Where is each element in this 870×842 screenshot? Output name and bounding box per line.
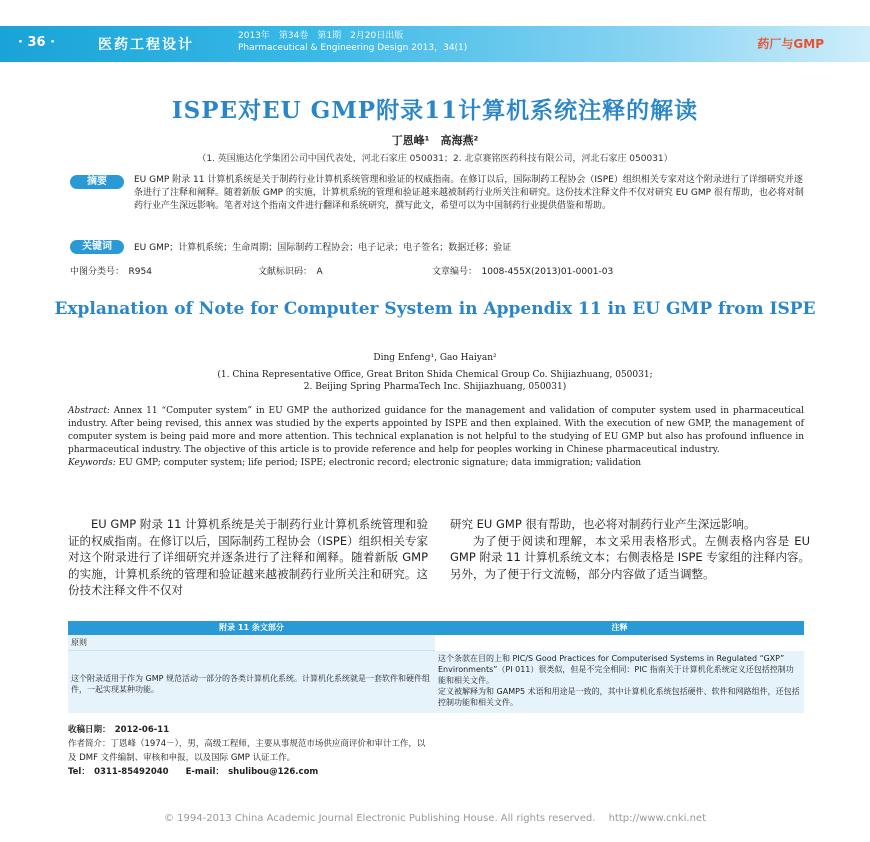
article-title-en: Explanation of Note for Computer System in Appendix 11 in EU GMP from ISPE: [54, 299, 816, 319]
abstract-en-block: [68, 405, 804, 470]
abstract-en-label: Abstract:: [68, 406, 110, 416]
table-cell-notes: [435, 651, 804, 713]
table-row: [68, 651, 804, 713]
column-name: 药厂与GMP: [757, 37, 824, 51]
table-header-right: 注释: [435, 621, 804, 635]
affiliation-en-2: 2. Beijing Spring PharmaTech Inc. Shijiazhuang, 050031): [303, 382, 567, 392]
table-row: [68, 635, 804, 651]
keywords-en: EU GMP; computer system; life period; ISPE; electronic record; electronic signature; data immigration; validation: [118, 458, 642, 468]
table-note-1: 这个条款在目的上和 PIC/S Good Practices for Computerised Systems in Regulated “GXP” Environments”（PI 011）很类似，但是不完全相同：PIC 指南关于计算机化系统定义还包括控制功能和相关文件。: [438, 654, 794, 685]
received-date: 收稿日期： 2012-06-11: [68, 725, 170, 735]
table-header-left: 附录 11 条文部分: [68, 621, 435, 635]
author-contact: Tel： 0311-85492040 E-mail： shulibou@126.com: [68, 767, 319, 777]
table-note-2: 定义被解释为和 GAMP5 术语和用途是一致的，其中计算机化系统包括硬件、软件和网路组件，还包括控制功能和相关文件。: [438, 687, 800, 707]
page-number: · 36 ·: [18, 35, 56, 50]
body-paragraph-right-2: 为了便于阅读和理解，本文采用表格形式。左侧表格内容是 EU GMP 附录 11 计算机系统文本；右侧表格是 ISPE 专家组的注释内容。另外，为了便于行文流畅，部分内容做了适当调整。: [450, 533, 810, 581]
affiliation-en-1: (1. China Representative Office, Great Briton Shida Chemical Group Co. Shijiazhuang, 050031;: [217, 370, 653, 380]
table-header: [68, 621, 804, 635]
issue-info: [238, 30, 467, 54]
body-paragraph-right-1: 研究 EU GMP 很有帮助，也必将对制药行业产生深远影响。: [450, 517, 756, 531]
abstract-cn: EU GMP 附录 11 计算机系统是关于制药行业计算机系统管理和验证的权威指南。在修订以后，国际制药工程协会（ISPE）组织相关专家对这个附录进行了详细研究并逐条进行了注释和阐释。随着新版 GMP 的实施，计算机系统的管理和验证越来越被制药行业所关注和研究。这份技术注释文件不仅对研究 EU GMP 很有帮助，也必将对制药行业产生深远影响。笔者对这个指南文件进行翻译和系统研究，撰写此文，希望可以为中国制药行业提供借鉴和帮助。: [134, 175, 804, 211]
copyright-watermark: © 1994-2013 China Academic Journal Electronic Publishing House. All rights reserved. http://www.cnki.net: [164, 813, 706, 824]
keywords-tag: 关键词: [70, 240, 124, 254]
keywords-cn: EU GMP；计算机系统；生命周期；国际制药工程协会；电子记录；电子签名；数据迁移；验证: [134, 243, 512, 253]
article-number: 文章编号： 1008-455X(2013)01-0001-03: [432, 267, 614, 277]
journal-name: 医药工程设计: [98, 37, 194, 53]
table-cell-annex-text: 这个附录适用于作为 GMP 规范活动一部分的各类计算机化系统。计算机化系统就是一套软件和硬件组件，一起实现某种功能。: [68, 651, 435, 713]
issue-cn: 2013年 第34卷 第1期 2月20日出版: [238, 31, 404, 41]
keywords-en-label: Keywords:: [68, 458, 116, 468]
doc-code: 文献标识码： A: [258, 267, 323, 277]
affiliation-cn: （1. 英国施达化学集团公司中国代表处，河北石家庄 050031；2. 北京赛铭医药科技有限公司，河北石家庄 050031）: [197, 154, 673, 164]
table-section-label: 原则: [68, 635, 435, 651]
article-title-cn: ISPE对EU GMP附录11计算机系统注释的解读: [171, 97, 699, 124]
annotation-table: [68, 621, 804, 713]
affiliation-en: [0, 369, 870, 393]
clc-number: 中图分类号： R954: [70, 267, 152, 277]
authors-en: Ding Enfeng¹, Gao Haiyan²: [373, 353, 497, 363]
journal-header-bar: [0, 26, 870, 62]
abstract-tag: 摘要: [70, 175, 124, 189]
author-footnote: [68, 723, 428, 779]
abstract-en: Annex 11 “Computer system” in EU GMP the authorized guidance for the management and validation of computer system used in pharmaceutical industry. After being revised, this annex was studied by the experts appointed by ISPE and then explained. With the execution of new GMP, the management of computer system is being paid more and more attention. This technical explanation is not helpful to the studying of EU GMP but also has profound influence in pharmaceutical industry. The objective of this article is to provide reference and help for peoples working in Chinese pharmaceutical industry.: [68, 406, 804, 455]
author-bio: 作者简介：丁恩峰（1974－），男，高级工程师，主要从事规范市场供应商评价和审计工作，以及 DMF 文件编制、审核和申报，以及国际 GMP 认证工作。: [68, 739, 426, 763]
authors-cn: 丁恩峰¹ 高海燕²: [391, 134, 479, 147]
issue-en: Pharmaceutical & Engineering Design 2013，34(1): [238, 43, 468, 53]
body-column-right: [450, 516, 810, 582]
body-paragraph-left: EU GMP 附录 11 计算机系统是关于制药行业计算机系统管理和验证的权威指南。在修订以后，国际制药工程协会（ISPE）组织相关专家对这个附录进行了详细研究并逐条进行了注释和阐释。随着新版 GMP 的实施，计算机系统的管理和验证越来越被制药行业所关注和研究。这份技术注释文件不仅对: [68, 517, 428, 597]
